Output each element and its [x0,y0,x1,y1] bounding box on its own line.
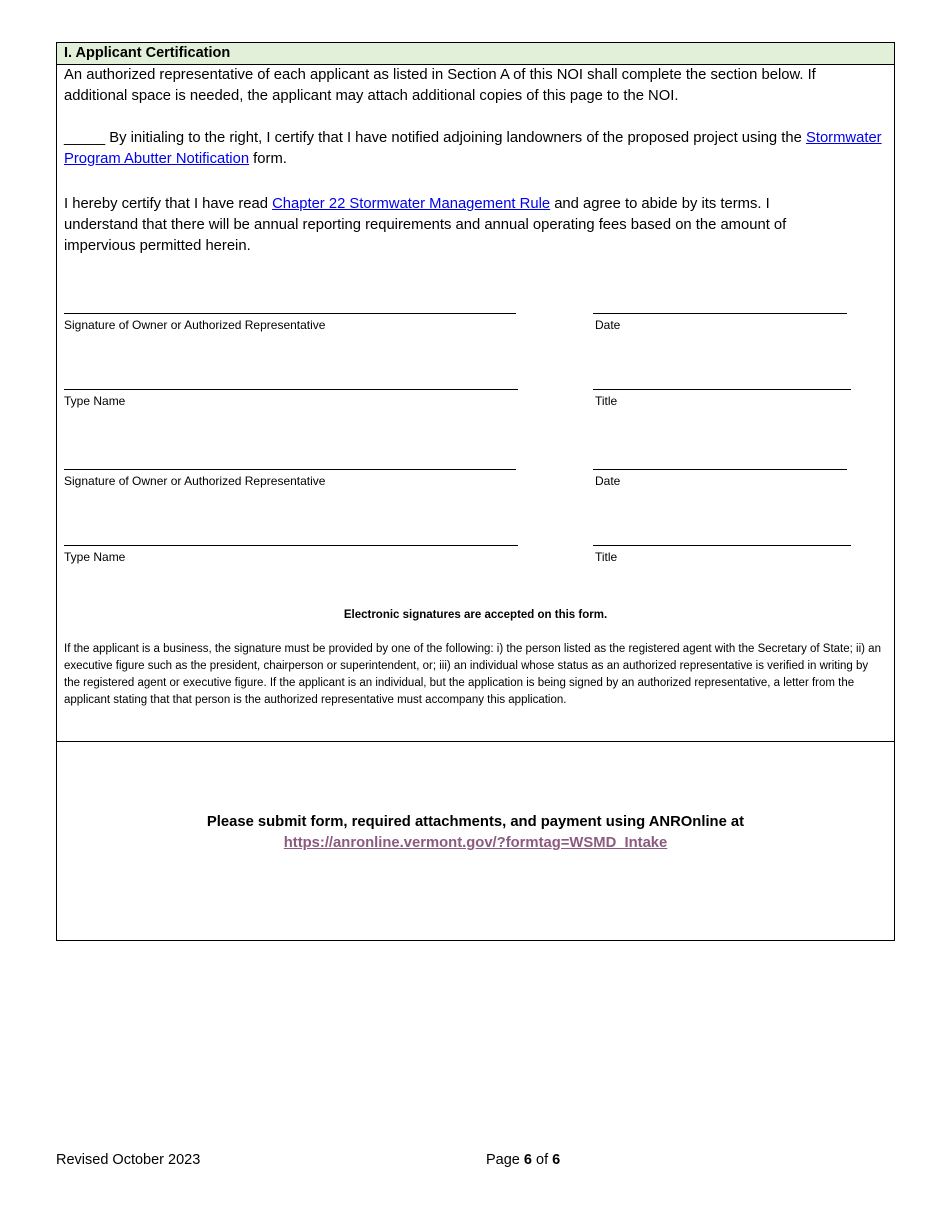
name-label-1: Type Name [64,394,126,408]
signature-label-1: Signature of Owner or Authorized Representative [64,318,326,332]
page-total: 6 [552,1152,561,1168]
date-label-2: Date [595,474,621,488]
section-header: I. Applicant Certification [57,43,894,65]
signature-label-2: Signature of Owner or Authorized Representative [64,474,326,488]
revision-date: Revised October 2023 [56,1152,201,1168]
date-line-2[interactable] [593,469,847,470]
signature-line-2[interactable] [64,469,516,470]
initial-suffix: form. [249,151,287,167]
signature-line-1[interactable] [64,313,516,314]
certify-suffix: and agree to abide by its terms. I understand that there will be annual reporting requirements and annual operating fees based on the amount of impervious permitted herein. [64,196,787,254]
date-label-1: Date [595,318,621,332]
chapter-22-link[interactable]: Chapter 22 Stormwater Management Rule [272,196,551,212]
date-line-1[interactable] [593,313,847,314]
business-signature-note: If the applicant is a business, the signature must be provided by one of the following: i) the person listed as the registered agent with the Secretary of State; ii) an executive figure such as the president, chairperson or superintendent, or; iii) an individual whose status as an authorized representative is verified in writing by the registered agent or executive figure. If the applicant is an individual, but the application is being signed by an authorized representative, a letter from the applicant stating that that person is the authorized representative must accompany this application. [64,643,881,706]
page-number [486,1152,560,1168]
title-line-2[interactable] [593,545,851,546]
page-word: Page [486,1152,520,1168]
page-current: 6 [523,1152,532,1168]
name-line-2[interactable] [64,545,518,546]
certify-prefix: I hereby certify that I have read [64,196,273,212]
anronline-link[interactable]: https://anronline.vermont.gov/?formtag=WSMD_Intake [283,835,668,851]
electronic-signature-note: Electronic signatures are accepted on this form. [343,609,608,621]
submission-box [56,741,895,941]
title-label-2: Title [595,550,618,564]
abutter-notification-link[interactable]: Stormwater Program Abutter Notification [64,130,882,167]
certify-paragraph [64,194,844,257]
applicant-certification-section [56,42,895,742]
initial-prefix: _____ By initialing to the right, I certify that I have notified adjoining landowners of the proposed project using the [64,130,806,146]
title-label-1: Title [595,394,618,408]
name-label-2: Type Name [64,550,126,564]
submit-text: Please submit form, required attachments, and payment using ANROnline at [206,814,745,830]
of-word: of [536,1152,549,1168]
initial-paragraph [64,128,882,170]
submit-instructions [57,812,894,854]
intro-paragraph: An authorized representative of each applicant as listed in Section A of this NOI shall complete the section below. If additional space is needed, the applicant may attach additional copies of this page to the NOI. [64,67,816,104]
title-line-1[interactable] [593,389,851,390]
name-line-1[interactable] [64,389,518,390]
